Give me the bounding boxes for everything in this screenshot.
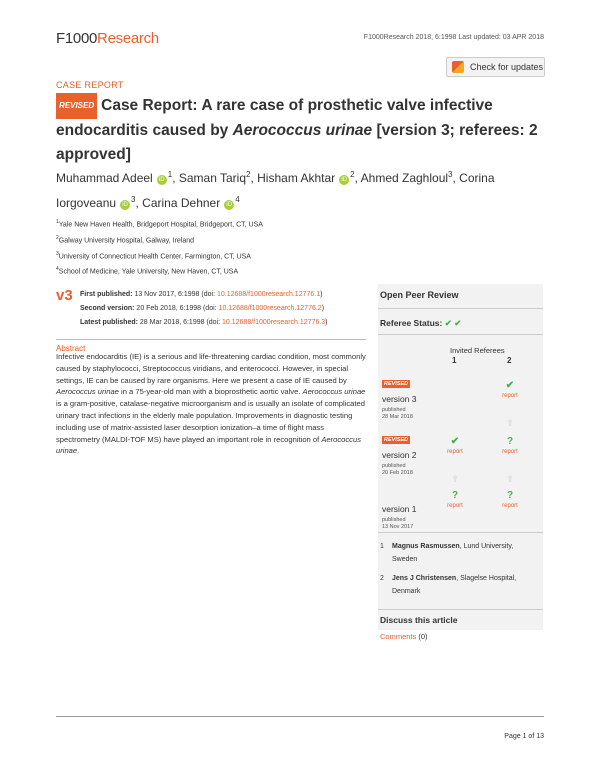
author[interactable]: Saman Tariq: [178, 171, 247, 185]
author[interactable]: Corina Iorgoveanu: [56, 171, 495, 210]
title-text: Case Report: A rare case of prosthetic valve infective endocarditis caused by: [56, 97, 493, 139]
title-suffix: [version 3; referees: 2 approved]: [56, 122, 538, 163]
comments-link[interactable]: Comments: [380, 632, 417, 641]
second-version: Second version: 20 Feb 2018, 6:1998 (doi: 10.12688/f1000research.12776.2): [80, 305, 325, 312]
divider: [378, 308, 543, 309]
page-number: Page 1 of 13: [504, 733, 544, 740]
affiliation-text: Yale New Haven Health, Bridgeport Hospital, Bridgeport, CT, USA: [58, 221, 263, 229]
referee-status: Referee Status: ✔ ✔: [380, 318, 462, 328]
referee-number: 2: [380, 575, 384, 582]
referee-col-1: 1: [452, 356, 457, 365]
affiliation-number: 3: [56, 250, 59, 257]
up-arrow-icon: ⇧: [506, 418, 514, 428]
doi-link-v1[interactable]: 10.12688/f1000research.12776.1: [216, 291, 321, 298]
discuss-heading: Discuss this article: [380, 615, 458, 625]
approved-check-icon[interactable]: ✔: [450, 436, 460, 447]
report-link[interactable]: report: [447, 503, 463, 509]
author-affiliation-number: 2: [350, 170, 355, 179]
article-title: [56, 93, 556, 167]
approved-reservations-icon[interactable]: ?: [451, 490, 459, 501]
report-link[interactable]: report: [502, 449, 518, 455]
affiliation: [56, 232, 263, 248]
referee-col-2: 2: [507, 356, 512, 365]
f1000-logo: [56, 30, 159, 47]
version-label: v3: [56, 287, 73, 304]
version-published-label: published: [382, 517, 406, 523]
affiliation-number: 4: [56, 266, 59, 273]
referee-number: 1: [380, 543, 384, 550]
article-category: CASE REPORT: [56, 80, 124, 90]
author-affiliation-number: 2: [246, 170, 251, 179]
version-name[interactable]: version 3: [382, 394, 417, 404]
version-name[interactable]: version 2: [382, 450, 417, 460]
orcid-icon[interactable]: iD: [120, 200, 130, 210]
version-name[interactable]: version 1: [382, 504, 417, 514]
author[interactable]: Muhammad Adeel: [56, 171, 153, 185]
title-organism: Aerococcus urinae: [232, 122, 373, 139]
version-date: 28 Mar 2018: [382, 414, 413, 420]
approved-check-icon: ✔ ✔: [444, 318, 462, 328]
version-published-label: published: [382, 463, 406, 469]
comments: Comments (0): [380, 632, 428, 641]
author[interactable]: Carina Dehner: [142, 196, 221, 210]
revised-badge: REVISED: [56, 93, 97, 119]
publication-dates: [80, 288, 328, 330]
header-meta: F1000Research 2018, 6:1998 Last updated: 03 APR 2018: [363, 34, 544, 41]
orcid-icon[interactable]: iD: [339, 175, 349, 185]
revised-badge: REVISED: [384, 437, 409, 443]
check-for-updates-button[interactable]: [446, 57, 545, 77]
author[interactable]: Hisham Akhtar: [257, 171, 336, 185]
affiliation: [56, 216, 263, 232]
divider: [378, 609, 543, 610]
revised-badge: REVISED: [384, 381, 409, 387]
logo-text-research: Research: [97, 30, 159, 47]
version-date: 13 Nov 2017: [382, 524, 414, 530]
report-link[interactable]: report: [447, 449, 463, 455]
affiliation-list: [56, 216, 263, 279]
report-link[interactable]: report: [502, 393, 518, 399]
footer-rule: [56, 716, 544, 717]
affiliation-text: University of Connecticut Health Center, Farmington, CT, USA: [58, 252, 251, 260]
author-list: Muhammad Adeel $iD^1$, Saman Tariq$^2$, Hisham Akhtar $iD^2$, Ahmed Zaghloul$^3$, Corina Iorgoveanu $iD^3$, Carina Dehner $iD^4$: [56, 170, 495, 210]
approved-reservations-icon[interactable]: ?: [506, 436, 514, 447]
report-link[interactable]: report: [502, 503, 518, 509]
affiliation-number: 1: [56, 219, 59, 225]
author-affiliation-number: 1: [167, 170, 173, 179]
orcid-icon[interactable]: iD: [224, 200, 234, 210]
doi-link-v2[interactable]: 10.12688/f1000research.12776.2: [218, 305, 322, 312]
affiliation: [56, 263, 263, 279]
affiliation-number: 2: [56, 234, 59, 241]
approved-check-icon[interactable]: ✔: [505, 380, 515, 391]
version-published-label: published: [382, 407, 406, 413]
abstract-heading: Abstract: [56, 339, 366, 353]
referee-name[interactable]: Jens J Christensen: [392, 575, 457, 582]
version-date: 20 Feb 2018: [382, 470, 413, 476]
orcid-icon[interactable]: iD: [157, 175, 167, 185]
crossmark-icon: [452, 61, 464, 73]
referee-entry: [380, 572, 540, 598]
first-published: First published: 13 Nov 2017, 6:1998 (doi: 10.12688/f1000research.12776.1): [80, 291, 323, 298]
referee-affiliation: , Lund University, Sweden: [392, 543, 514, 563]
approved-reservations-icon[interactable]: ?: [506, 490, 514, 501]
divider: [378, 532, 543, 533]
panel-title: Open Peer Review: [380, 290, 459, 300]
up-arrow-icon: ⇧: [506, 474, 514, 484]
latest-published: Latest published: 28 Mar 2018, 6:1998 (doi: 10.12688/f1000research.12776.3): [80, 319, 328, 326]
referee-affiliation: , Slagelse Hospital, Denmark: [392, 575, 517, 595]
affiliation-text: Galway University Hospital, Galway, Ireland: [58, 237, 195, 245]
affiliation: [56, 248, 263, 264]
check-for-updates-label: Check for updates: [470, 62, 544, 72]
referee-name[interactable]: Magnus Rasmussen: [392, 543, 460, 550]
author-affiliation-number: 3: [131, 195, 136, 204]
author[interactable]: Ahmed Zaghloul: [360, 171, 449, 185]
referee-text: [392, 540, 540, 566]
open-peer-review-panel: [378, 284, 543, 630]
logo-text-f1000: F1000: [56, 30, 98, 47]
divider: [378, 334, 543, 335]
up-arrow-icon: ⇧: [451, 474, 459, 484]
invited-referees-label: Invited Referees: [450, 346, 505, 355]
author-affiliation-number: 4: [235, 195, 240, 204]
abstract-text: Infective endocarditis (IE) is a serious and life-threatening cardiac condition, most commonly caused by staphylococci, Streptococcus viridians, and enterococci. However, in special settings, IE can be caused by rare organisms. Here we present a case of IE caused by Aerococcus urinae in a 75-year-old man with a bioprosthetic aortic valve. Aerococcus urinae is a gram-positive, catalase-negative microorganism and is usually an isolate of complicated urinary tract infections in the elderly male population. Improvements in diagnostic testing including use of matrix-assisted laser desorption ionization–a time of flight mass spectrometry (MALDI-TOF MS) have played an important role in recognition of Aerococcus urinae.: [56, 352, 366, 456]
author-affiliation-number: 3: [448, 170, 453, 179]
affiliation-text: School of Medicine, Yale University, New Haven, CT, USA: [58, 268, 239, 276]
doi-link-v3[interactable]: 10.12688/f1000research.12776.3: [222, 319, 326, 326]
referee-text: [392, 572, 540, 598]
referee-entry: [380, 540, 540, 566]
